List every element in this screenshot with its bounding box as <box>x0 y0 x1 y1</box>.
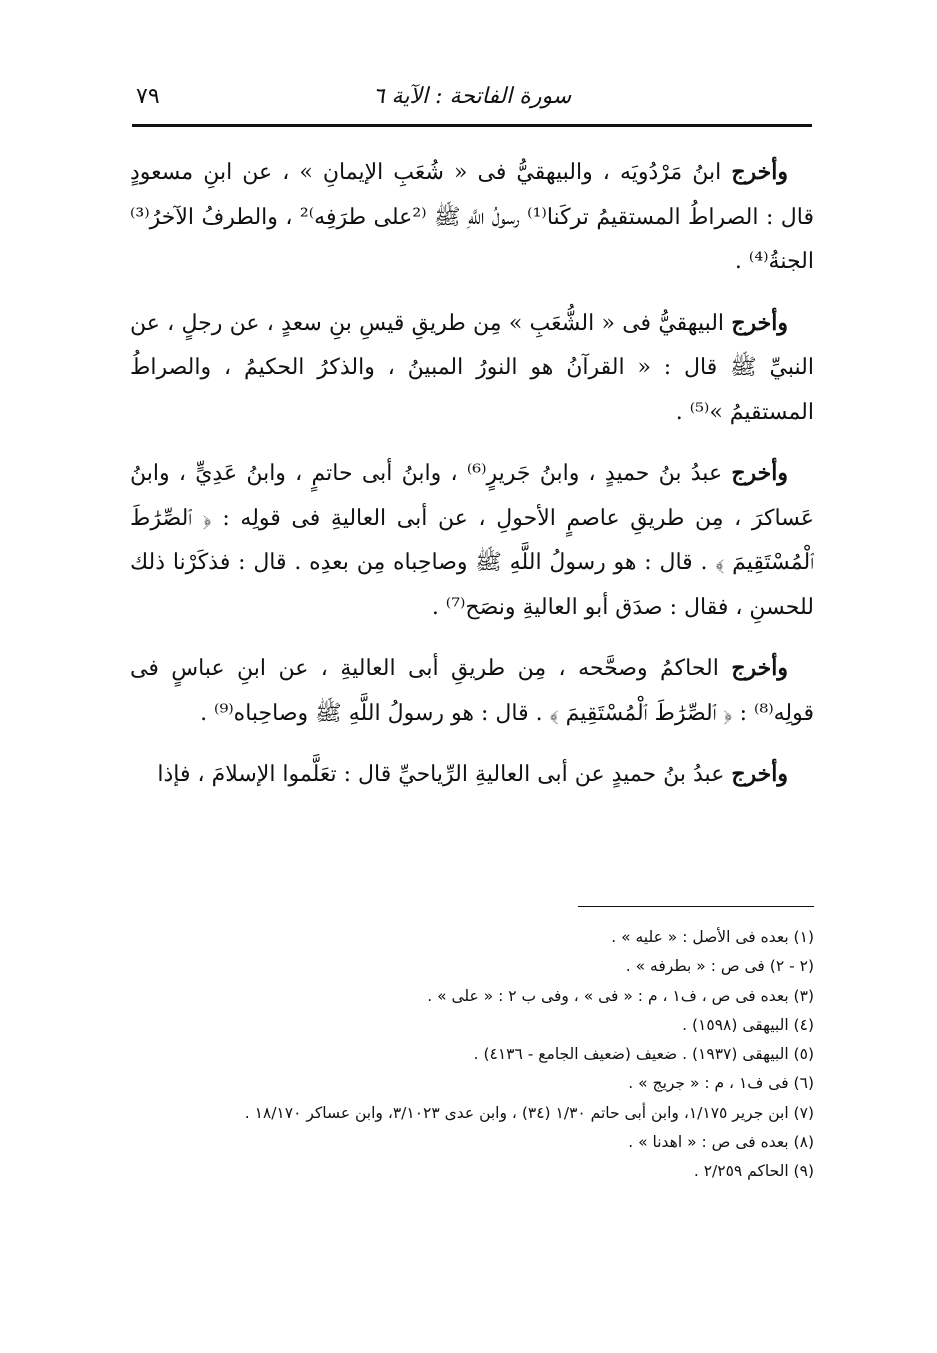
footnote: (٤) البيهقى (١٥٩٨) . <box>682 1015 814 1034</box>
footnote: (٦) فى ف١ ، م : « جريج » . <box>628 1074 814 1093</box>
paragraph <box>130 752 814 798</box>
footnote-rule <box>578 906 814 907</box>
paragraph-text: عبدُ بنُ حميدٍ ، وابنُ جَريرٍ⁽⁶⁾ ، وابنُ أبى حاتمٍ ، وابنُ عَدِيٍّ ، وابنُ عَساكرَ ، مِن طريقِ عاصمٍ الأحولِ ، عن أبى العاليةِ فى قولِه : ﴿ ٱلصِّرَٰطَ ٱلْمُسْتَقِيمَ ﴾ . قال : هو رسولُ اللَّهِ ﷺ وصاحِباه مِن بعدِه . قال : فذكَرْنا ذلك للحسنِ ، فقال : صدَق أبو العاليةِ ونصَح⁽⁷⁾ . <box>130 461 814 620</box>
paragraph-text: الحاكمُ وصحَّحه ، مِن طريقِ أبى العاليةِ ، عن ابنِ عباسٍ فى قولِه⁽⁸⁾ : ﴿ ٱلصِّرَٰطَ ٱلْمُسْتَقِيمَ ﴾ . قال : هو رسولُ اللَّهِ ﷺ وصاحِباه⁽⁹⁾ . <box>130 656 814 726</box>
paragraph <box>130 301 814 436</box>
footnote: (٨) بعده فى ص : « اهدنا » . <box>628 1133 814 1152</box>
running-header-title: سورة الفاتحة : الآية ٦ <box>372 84 572 109</box>
paragraph-lead: وأخرج <box>731 761 788 787</box>
paragraph-lead: وأخرج <box>731 460 788 486</box>
footnote: (٣) بعده فى ص ، ف١ ، م : « فى » ، وفى ب ٢ : « على » . <box>427 986 814 1005</box>
footnote: (٥) البيهقى (١٩٣٧) . ضعيف (ضعيف الجامع - ٤١٣٦) . <box>473 1045 814 1064</box>
running-header <box>132 84 812 120</box>
footnote: (٩) الحاكم ٢/٢٥٩ . <box>693 1162 814 1181</box>
paragraph-lead: وأخرج <box>731 309 788 336</box>
paragraph <box>130 150 814 285</box>
page-number: ٧٩ <box>136 84 160 109</box>
paragraph <box>130 646 814 736</box>
main-text <box>130 150 814 814</box>
paragraph-text: عبدُ بنُ حميدٍ عن أبى العاليةِ الرِّياحيِّ قال : تعَلَّموا الإسلامَ ، فإذا <box>157 762 732 787</box>
footnote: (٧) ابن جرير ١/١٧٥، وابن أبى حاتم ١/٣٠ (٣٤) ، وابن عدى ٣/١٠٢٣، وابن عساكر ١٨/١٧٠ . <box>244 1103 814 1122</box>
footnote: (٢ - ٢) فى ص : « بطرفه » . <box>625 957 814 976</box>
paragraph-lead: وأخرج <box>731 655 788 681</box>
paragraph-text: ابنُ مَرْدُويَه ، والبيهقيُّ فى « شُعَبِ الإيمانِ » ، عن ابنِ مسعودٍ قال : الصراطُ المستقيمُ تركَنا⁽¹⁾ رسولُ اللَّهِ ﷺ ⁽²على طرَفِه⁾² ، والطرفُ الآخرُ⁽³⁾ الجنةُ⁽⁴⁾ . <box>130 160 815 274</box>
paragraph-lead: وأخرج <box>731 159 788 185</box>
paragraph-text: البيهقيُّ فى « الشُّعَبِ » مِن طريقِ قيسِ بنِ سعدٍ ، عن رجلٍ ، عن النبيِّ ﷺ قال : « القرآنُ هو النورُ المبينُ ، والذكرُ الحكيمُ ، والصراطُ المستقيمُ »⁽⁵⁾ . <box>130 310 814 425</box>
footnotes <box>130 923 814 1187</box>
paragraph <box>130 451 814 630</box>
footnote: (١) بعده فى الأصل : « عليه » . <box>611 928 814 946</box>
header-rule <box>132 124 812 127</box>
